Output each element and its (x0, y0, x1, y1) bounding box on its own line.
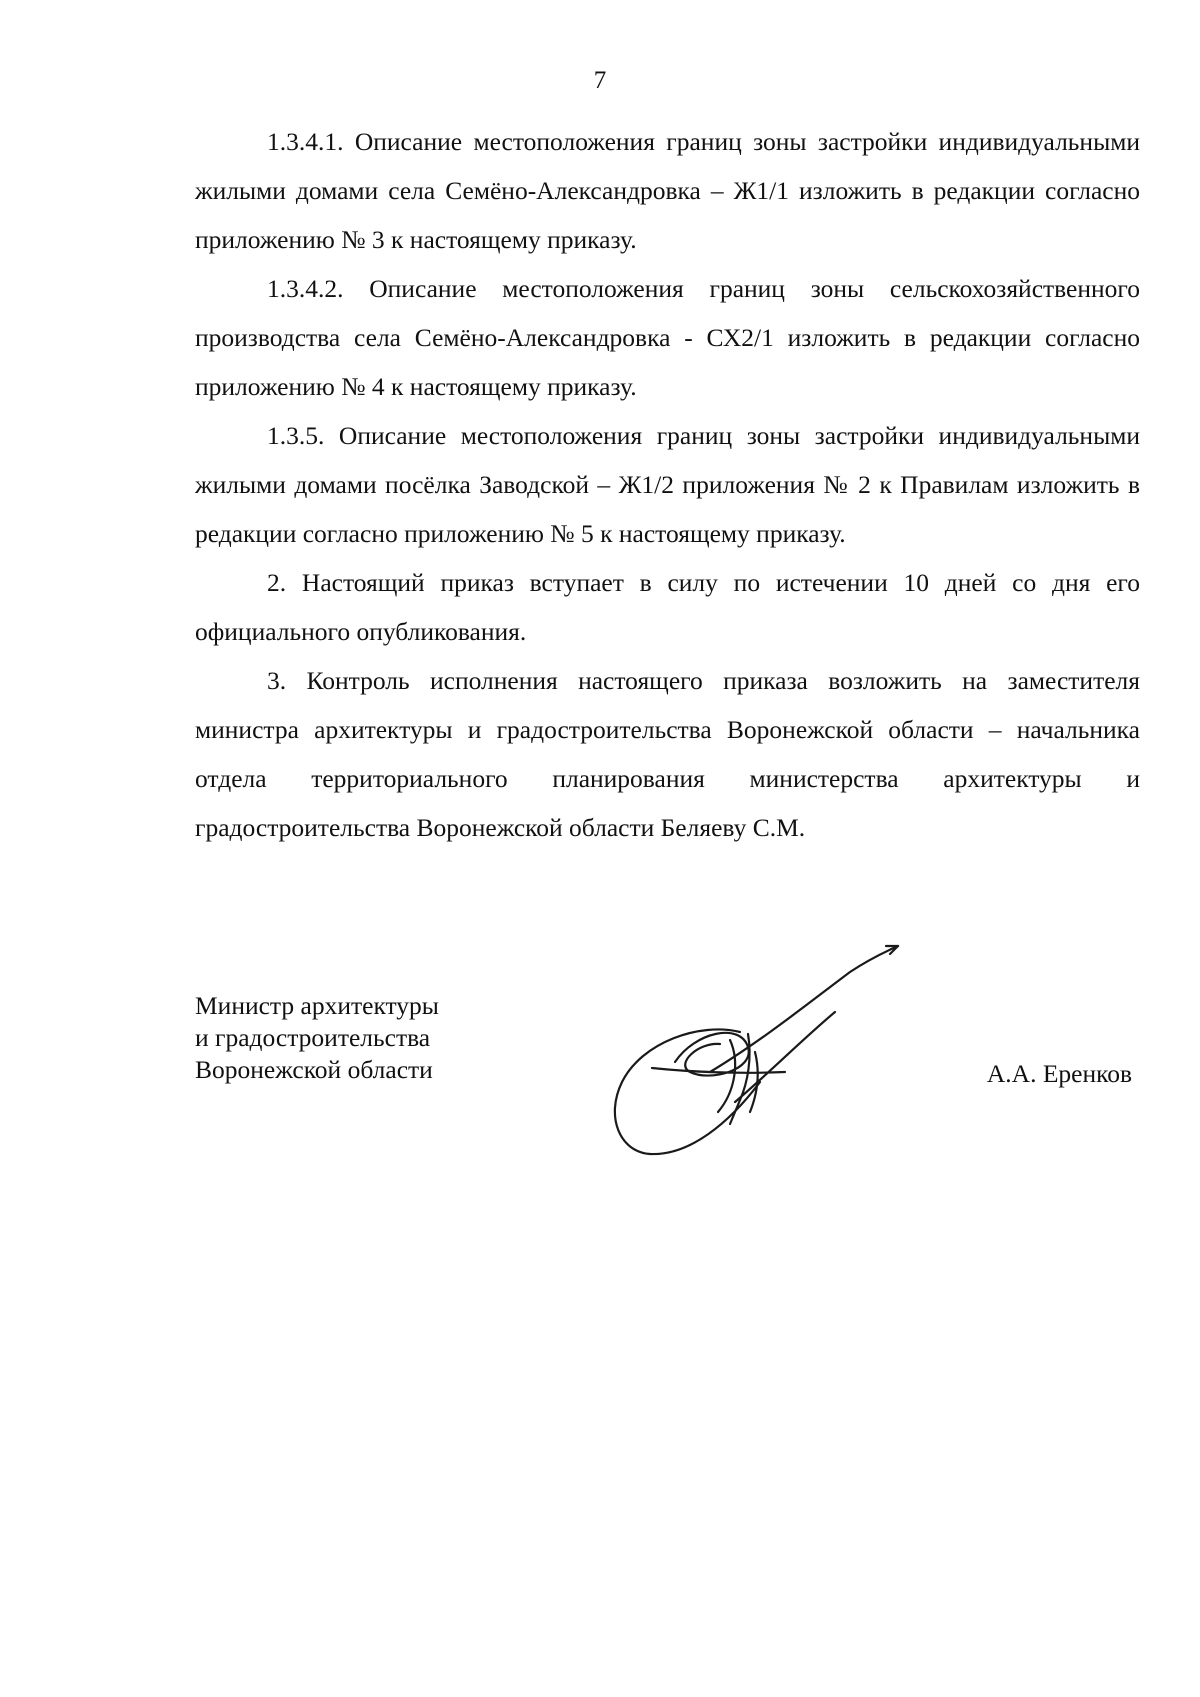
signatory-title (195, 990, 439, 1086)
signatory-title-line-3: Воронежской области (195, 1055, 433, 1084)
handwritten-signature-icon (580, 922, 940, 1172)
document-body (195, 117, 1140, 852)
page-number: 7 (593, 67, 607, 94)
paragraph-1-3-5: 1.3.5. Описание местоположения границ зоны застройки индивидуальными жилыми домами посёлка Заводской – Ж1/2 приложения № 2 к Правилам изложить в редакции согласно приложению № 5 к настоящему приказу. (195, 421, 1140, 548)
signature-block (195, 990, 1140, 1170)
paragraph-1-3-4-2: 1.3.4.2. Описание местоположения границ зоны сельскохозяйственного производства села Семёно-Александровка - СХ2/1 изложить в редакции согласно приложению № 4 к настоящему приказу. (195, 274, 1140, 401)
signatory-name: А.А. Еренков (986, 1059, 1132, 1088)
paragraph-2: 2. Настоящий приказ вступает в силу по истечении 10 дней со дня его официального опубликования. (195, 568, 1140, 646)
signatory-title-line-2: и градостроительства (195, 1023, 431, 1052)
paragraph-3: 3. Контроль исполнения настоящего приказа возложить на заместителя министра архитектуры и градостроительства Воронежской области – начальника отдела территориального планирования министерства архитектуры и градостроительства Воронежской области Беляеву С.М. (195, 666, 1140, 842)
paragraph-1-3-4-1: 1.3.4.1. Описание местоположения границ зоны застройки индивидуальными жилыми домами села Семёно-Александровка – Ж1/1 изложить в редакции согласно приложению № 3 к настоящему приказу. (195, 127, 1140, 254)
signatory-title-line-1: Министр архитектуры (195, 991, 439, 1020)
